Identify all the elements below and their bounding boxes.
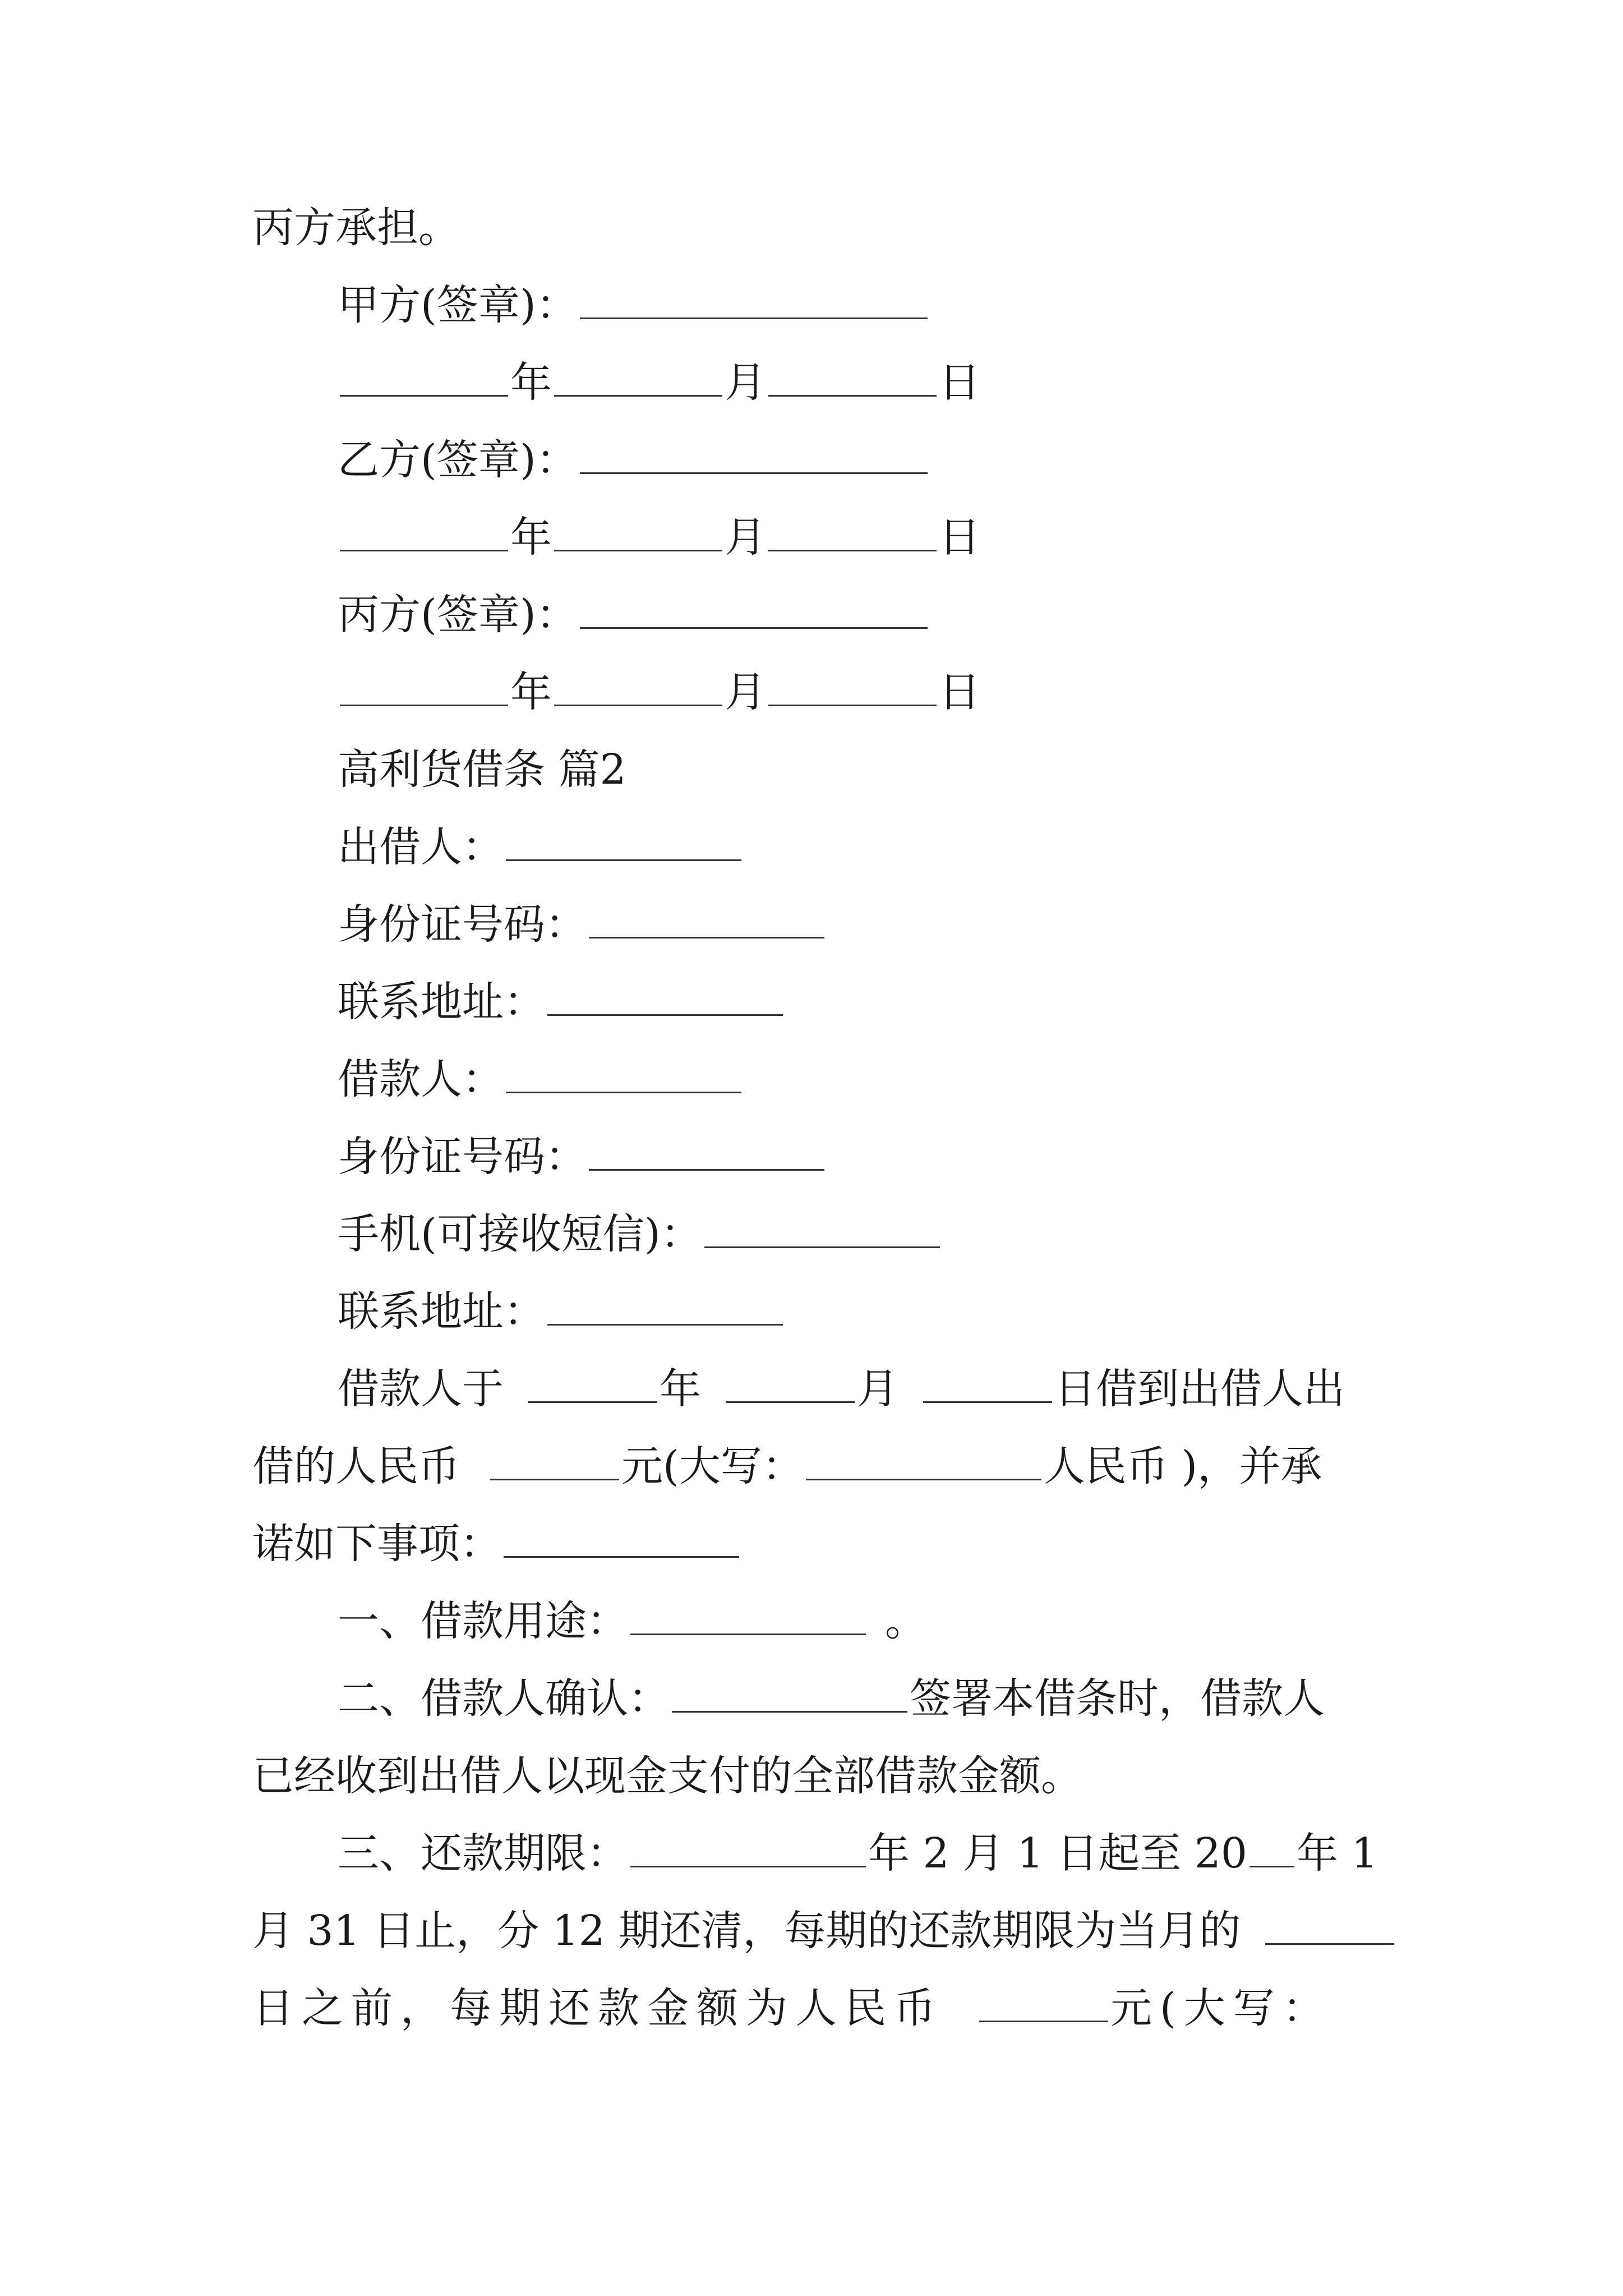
item3-line1 bbox=[338, 1820, 1378, 1887]
lender-address-label: 联系地址： bbox=[338, 978, 545, 1026]
text: 日借到出借人出 bbox=[1054, 1365, 1345, 1413]
text: 人民币 )，并承 bbox=[1043, 1442, 1322, 1490]
lender-id-blank[interactable] bbox=[589, 898, 824, 938]
item2-line1 bbox=[338, 1665, 1325, 1732]
text: 二、借款人确认： bbox=[338, 1674, 670, 1723]
start-year-blank[interactable] bbox=[630, 1826, 866, 1867]
day-label: 日 bbox=[939, 358, 980, 407]
text: 年 2 月 1 日起至 20 bbox=[868, 1829, 1247, 1878]
amount-blank[interactable] bbox=[490, 1439, 619, 1480]
borrower-phone-line bbox=[338, 1200, 942, 1268]
month-blank[interactable] bbox=[726, 1362, 855, 1403]
day-blank[interactable] bbox=[768, 665, 937, 706]
signature-blank[interactable] bbox=[580, 433, 928, 474]
month-label: 月 bbox=[725, 668, 766, 716]
month-blank[interactable] bbox=[554, 510, 722, 551]
signature-line-c bbox=[338, 581, 930, 648]
borrower-address-blank[interactable] bbox=[547, 1285, 783, 1326]
section-title bbox=[338, 736, 626, 803]
text: 日之前，每期还款金额为人民币 bbox=[252, 1984, 943, 2032]
year-label: 年 bbox=[510, 358, 552, 407]
lender-address-blank[interactable] bbox=[547, 975, 783, 1016]
signature-label: 甲方(签章)： bbox=[338, 281, 578, 329]
borrower-id-blank[interactable] bbox=[589, 1130, 824, 1171]
year-blank[interactable] bbox=[340, 510, 508, 551]
text: 。 bbox=[885, 1597, 926, 1645]
signature-label: 乙方(签章)： bbox=[338, 436, 578, 484]
text: 一、借款用途： bbox=[338, 1597, 628, 1645]
signature-line-b bbox=[338, 426, 930, 494]
day-label: 日 bbox=[939, 668, 980, 716]
item3-line3 bbox=[252, 1975, 1332, 2042]
month-blank[interactable] bbox=[554, 356, 722, 397]
text: 诺如下事项： bbox=[252, 1520, 501, 1568]
year-label: 年 bbox=[510, 513, 552, 562]
borrower-label: 借款人： bbox=[338, 1055, 504, 1103]
text: 借的人民币 bbox=[252, 1442, 460, 1490]
text: 元(大写： bbox=[1110, 1984, 1332, 2032]
text: 签署本借条时，借款人 bbox=[910, 1674, 1325, 1723]
item1-line bbox=[338, 1588, 926, 1655]
borrower-phone-blank[interactable] bbox=[704, 1207, 940, 1248]
borrower-id-line bbox=[338, 1123, 827, 1190]
month-blank[interactable] bbox=[554, 665, 722, 706]
items-blank[interactable] bbox=[504, 1517, 739, 1558]
item3-line2 bbox=[252, 1897, 1396, 1964]
text: 借款人于 bbox=[338, 1365, 504, 1413]
amount-words-blank[interactable] bbox=[806, 1439, 1041, 1480]
signature-line-a bbox=[338, 272, 930, 339]
lender-label: 出借人： bbox=[338, 823, 504, 871]
year-label: 年 bbox=[510, 668, 552, 716]
text: 年 1 bbox=[1296, 1829, 1378, 1878]
borrower-phone-label: 手机(可接收短信)： bbox=[338, 1210, 702, 1258]
text: 年 bbox=[660, 1365, 701, 1413]
lender-address-line bbox=[338, 968, 785, 1036]
borrower-line bbox=[338, 1046, 744, 1113]
day-blank[interactable] bbox=[768, 510, 937, 551]
date-line-c bbox=[338, 659, 980, 726]
borrower-blank[interactable] bbox=[506, 1052, 741, 1093]
signature-label: 丙方(签章)： bbox=[338, 591, 578, 639]
lender-blank[interactable] bbox=[506, 820, 741, 861]
text-line bbox=[252, 194, 460, 261]
text: 已经收到出借人以现金支付的全部借款金额。 bbox=[252, 1752, 1082, 1800]
day-blank[interactable] bbox=[768, 356, 937, 397]
item2-line2 bbox=[252, 1742, 1082, 1810]
due-day-blank[interactable] bbox=[1265, 1904, 1394, 1945]
text: 三、还款期限： bbox=[338, 1829, 628, 1878]
lender-id-line bbox=[338, 891, 827, 958]
signature-blank[interactable] bbox=[580, 278, 928, 319]
year-blank[interactable] bbox=[340, 356, 508, 397]
signature-blank[interactable] bbox=[580, 588, 928, 629]
text: 月 bbox=[857, 1365, 898, 1413]
lender-id-label: 身份证号码： bbox=[338, 900, 587, 949]
day-label: 日 bbox=[939, 513, 980, 562]
para1-line1 bbox=[338, 1355, 1345, 1423]
borrower-id-label: 身份证号码： bbox=[338, 1133, 587, 1181]
installment-amount-blank[interactable] bbox=[979, 1981, 1108, 2022]
borrower-address-label: 联系地址： bbox=[338, 1287, 545, 1336]
para1-line2 bbox=[252, 1433, 1322, 1500]
confirm-blank[interactable] bbox=[672, 1672, 907, 1713]
date-line-b bbox=[338, 504, 980, 571]
date-line-a bbox=[338, 349, 980, 416]
month-label: 月 bbox=[725, 513, 766, 562]
text: 丙方承担。 bbox=[252, 204, 460, 252]
year-blank[interactable] bbox=[340, 665, 508, 706]
text: 元(大写： bbox=[621, 1442, 804, 1490]
para1-line3 bbox=[252, 1510, 741, 1577]
borrower-address-line bbox=[338, 1278, 785, 1345]
text: 月 31 日止，分 12 期还清，每期的还款期限为当月的 bbox=[252, 1907, 1241, 1955]
purpose-blank[interactable] bbox=[630, 1594, 866, 1635]
year-blank[interactable] bbox=[528, 1362, 657, 1403]
end-year-blank[interactable] bbox=[1249, 1826, 1294, 1867]
lender-line bbox=[338, 813, 744, 881]
day-blank[interactable] bbox=[923, 1362, 1052, 1403]
section-title-text: 高利货借条 篇2 bbox=[338, 746, 626, 794]
month-label: 月 bbox=[725, 358, 766, 407]
